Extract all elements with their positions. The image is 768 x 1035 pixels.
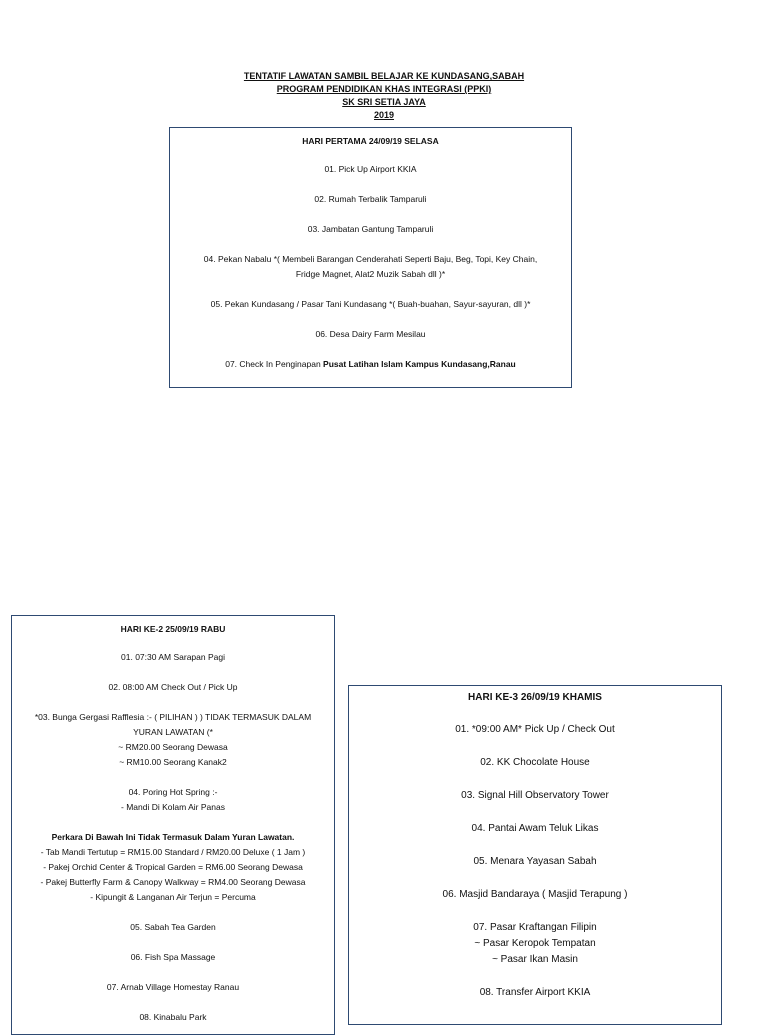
day2-title: HARI KE-2 25/09/19 RABU [120,624,226,634]
header-title: TENTATIF LAWATAN SAMBIL BELAJAR KE KUNDASANG,SABAH [243,71,525,81]
day1-item-7-venue: Pusat Latihan Islam Kampus Kundasang,Ranau [323,359,516,369]
day3-item-6: 06. Masjid Bandaraya ( Masjid Terapung ) [442,889,628,900]
day2-item-3-line3: ~ RM20.00 Seorang Dewasa [118,742,228,752]
header-school: SK SRI SETIA JAYA [342,97,426,107]
day3-item-7-line1: 07. Pasar Kraftangan Filipin [473,922,597,933]
day1-item-2: 02. Rumah Terbalik Tamparuli [314,194,427,204]
day2-item-5: 05. Sabah Tea Garden [130,922,216,932]
day3-item-7-line3: ~ Pasar Ikan Masin [492,954,578,965]
day3-title: HARI KE-3 26/09/19 KHAMIS [468,692,602,703]
day3-item-4: 04. Pantai Awam Teluk Likas [471,823,599,834]
day2-item-6: 06. Fish Spa Massage [130,952,216,962]
day2-item-4-line1: 04. Poring Hot Spring :- [128,787,218,797]
day2-item-8: 08. Kinabalu Park [139,1012,207,1022]
day1-item-4-line1: 04. Pekan Nabalu *( Membeli Barangan Cenderahati Seperti Baju, Beg, Topi, Key Chain, [203,254,538,264]
header-program: PROGRAM PENDIDIKAN KHAS INTEGRASI (PPKI) [276,84,492,94]
day2-item-7: 07. Arnab Village Homestay Ranau [106,982,240,992]
day2-item-2: 02. 08:00 AM Check Out / Pick Up [108,682,238,692]
day1-item-7-prefix: 07. Check In Penginapan [225,359,324,369]
day2-note-4: - Kipungit & Langanan Air Terjun = Percuma [90,892,256,902]
day2-item-3 [12,710,334,770]
day2-item-1: 01. 07:30 AM Sarapan Pagi [121,652,225,662]
header-year: 2019 [373,110,395,120]
day1-item-1: 01. Pick Up Airport KKIA [324,164,417,174]
day2-note-2: - Pakej Orchid Center & Tropical Garden = RM6.00 Seorang Dewasa [43,862,303,872]
day1-schedule-box [169,127,572,388]
day2-note-heading: Perkara Di Bawah Ini Tidak Termasuk Dalam Yuran Lawatan. [51,832,295,842]
day3-item-8: 08. Transfer Airport KKIA [479,987,591,998]
day3-item-1: 01. *09:00 AM* Pick Up / Check Out [455,724,615,735]
day2-item-4-line2: - Mandi Di Kolam Air Panas [121,802,225,812]
day1-item-4 [170,252,571,282]
day2-note-3: - Pakej Butterfly Farm & Canopy Walkway = RM4.00 Seorang Dewasa [40,877,306,887]
day2-note-1: - Tab Mandi Tertutup = RM15.00 Standard / RM20.00 Deluxe ( 1 Jam ) [40,847,306,857]
day3-schedule-box [348,685,722,1025]
day3-item-7-line2: ~ Pasar Keropok Tempatan [474,938,596,949]
day3-item-2: 02. KK Chocolate House [480,757,590,768]
day2-schedule-box [11,615,335,1035]
day3-item-5: 05. Menara Yayasan Sabah [473,856,597,867]
day1-item-6: 06. Desa Dairy Farm Mesilau [315,329,426,339]
day3-item-3: 03. Signal Hill Observatory Tower [461,790,609,801]
day3-item-7 [349,920,721,968]
day1-item-7 [170,357,571,372]
day1-item-4-line2: Fridge Magnet, Alat2 Muzik Sabah dll )* [295,269,446,279]
day2-notes [12,830,334,905]
day2-item-3-line1: *03. Bunga Gergasi Rafflesia :- ( PILIHAN ) ) TIDAK TERMASUK DALAM [34,712,312,722]
day1-title: HARI PERTAMA 24/09/19 SELASA [302,136,439,146]
day1-item-3: 03. Jambatan Gantung Tamparuli [307,224,434,234]
document-header [0,70,768,122]
day2-item-3-line2: YURAN LAWATAN (* [133,727,213,737]
day2-item-4 [12,785,334,815]
day1-item-5: 05. Pekan Kundasang / Pasar Tani Kundasang *( Buah-buahan, Sayur-sayuran, dll )* [210,299,531,309]
day2-item-3-line4: ~ RM10.00 Seorang Kanak2 [119,757,227,767]
